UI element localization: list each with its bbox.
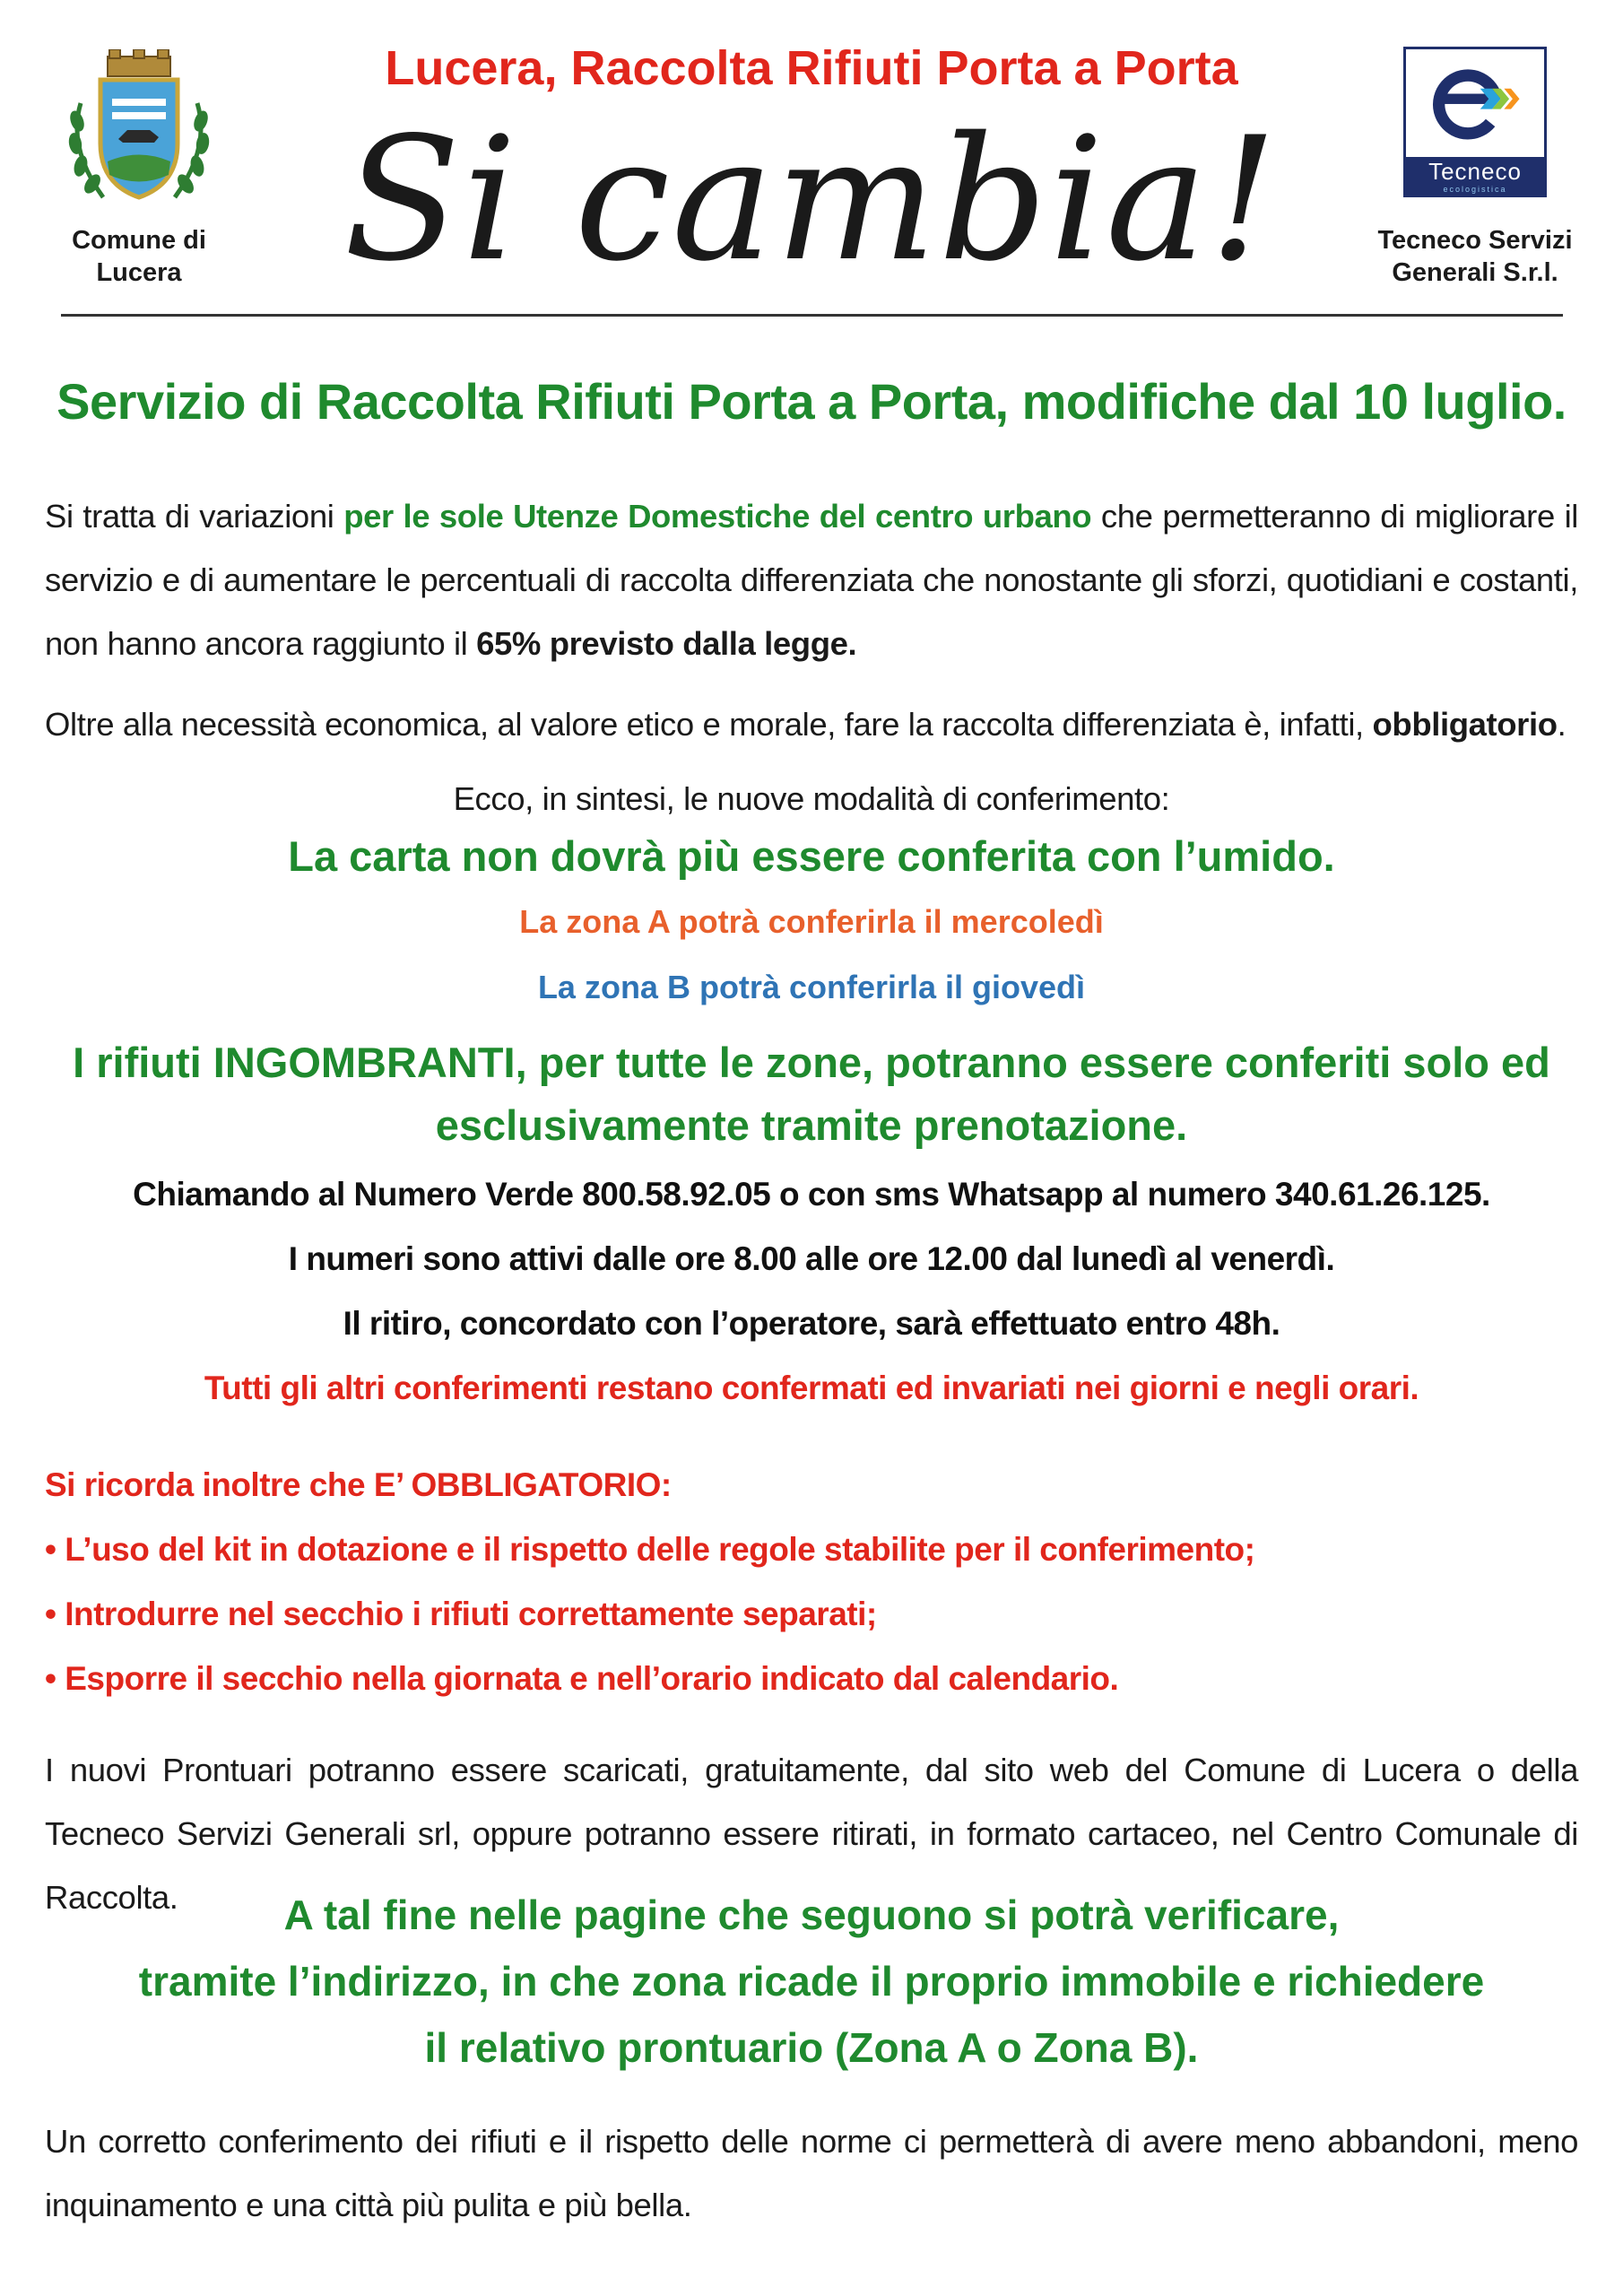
intro-p1-c: che permetteranno di migliorare il servizio e di aumentare le percentuali di raccolta differenziata che nonostante gli sforzi, quotidiani e costanti, non hanno ancora raggiunto il [45, 498, 1578, 662]
zone-b-note: La zona B potrà conferirla il giovedì [537, 969, 1086, 1005]
prontuari-paragraph: I nuovi Prontuari potranno essere scaricati, gratuitamente, dal sito web del Comune di Lucera o della Tecneco Servizi Generali srl, oppure potranno essere ritirati, in formato cartaceo, nel Centro Comunale di Raccolta. [45, 1752, 1578, 1916]
comune-caption-line2: Lucera [96, 258, 182, 287]
obbligatorio-item-2: • Introdurre nel secchio i rifiuti correttamente separati; [45, 1596, 877, 1632]
carta-heading: La carta non dovrà più essere conferita con l’umido. [288, 832, 1335, 880]
tecneco-e-icon [1406, 49, 1544, 157]
final-green-line2: tramite l’indirizzo, in che zona ricade il proprio immobile e richiedere [138, 1958, 1485, 2005]
intro-paragraph-1 [45, 484, 1578, 675]
intro-p2-bold: obbligatorio [1372, 706, 1558, 743]
ingombranti-heading-line1: I rifiuti INGOMBRANTI, per tutte le zone, potranno essere conferiti solo ed [73, 1039, 1550, 1086]
obbligatorio-item-3: • Esporre il secchio nella giornata e nell’orario indicato dal calendario. [45, 1660, 1119, 1697]
ingombranti-other-line: Tutti gli altri conferimenti restano confermati ed invariati nei giorni e negli orari. [204, 1370, 1419, 1406]
tecneco-logo [1403, 47, 1547, 197]
tecneco-logo-text: Tecneco [1428, 158, 1522, 185]
final-green-line1: A tal fine nelle pagine che seguono si potrà verificare, [283, 1892, 1340, 1938]
intro-p1-bold: 65% previsto dalla legge. [476, 625, 857, 662]
zone-a-note: La zona A potrà conferirla il mercoledì [519, 903, 1104, 940]
final-green-note [45, 1882, 1578, 2081]
comune-caption [54, 224, 224, 289]
tecneco-caption [1363, 224, 1587, 289]
obbligatorio-heading: Si ricorda inoltre che E’ OBBLIGATORIO: [45, 1466, 672, 1503]
comune-crest-icon [63, 49, 215, 211]
tecneco-caption-line2: Generali S.r.l. [1392, 258, 1558, 287]
ingombranti-hours-line: I numeri sono attivi dalle ore 8.00 alle ore 12.00 dal lunedì al venerdì. [288, 1240, 1335, 1277]
intro-p2-c: . [1557, 706, 1567, 743]
final-green-line3: il relativo prontuario (Zona A o Zona B). [424, 2024, 1199, 2071]
intro-p2-a: Oltre alla necessità economica, al valore etico e morale, fare la raccolta differenziata è, infatti, [45, 706, 1373, 743]
ingombranti-pickup-line: Il ritiro, concordato con l’operatore, sarà effettuato entro 48h. [343, 1305, 1280, 1342]
summary-intro: Ecco, in sintesi, le nuove modalità di conferimento: [453, 780, 1170, 817]
main-headline: Servizio di Raccolta Rifiuti Porta a Porta, modifiche dal 10 luglio. [56, 373, 1567, 430]
intro-p1-highlight: per le sole Utenze Domestiche del centro urbano [343, 498, 1092, 535]
ingombranti-phone-line: Chiamando al Numero Verde 800.58.92.05 o con sms Whatsapp al numero 340.61.26.125. [133, 1176, 1490, 1213]
ingombranti-heading-line2: esclusivamente tramite prenotazione. [435, 1101, 1188, 1149]
closing-paragraph: Un corretto conferimento dei rifiuti e il rispetto delle norme ci permetterà di avere meno abbandoni, meno inquinamento e una città più pulita e più bella. [45, 2123, 1578, 2223]
top-title: Lucera, Raccolta Rifiuti Porta a Porta [385, 41, 1238, 95]
intro-paragraph-2 [45, 692, 1578, 756]
intro-p1-a: Si tratta di variazioni [45, 498, 344, 535]
header [0, 0, 1623, 323]
header-divider [61, 314, 1563, 317]
tecneco-caption-line1: Tecneco Servizi [1377, 226, 1573, 255]
obbligatorio-item-1: • L’uso del kit in dotazione e il rispetto delle regole stabilite per il conferimento; [45, 1531, 1255, 1568]
comune-caption-line1: Comune di [72, 226, 206, 255]
tecneco-logo-tagline: ecologistica [1443, 185, 1507, 194]
big-title: Si cambia! [343, 100, 1280, 299]
ingombranti-heading [45, 1031, 1578, 1157]
